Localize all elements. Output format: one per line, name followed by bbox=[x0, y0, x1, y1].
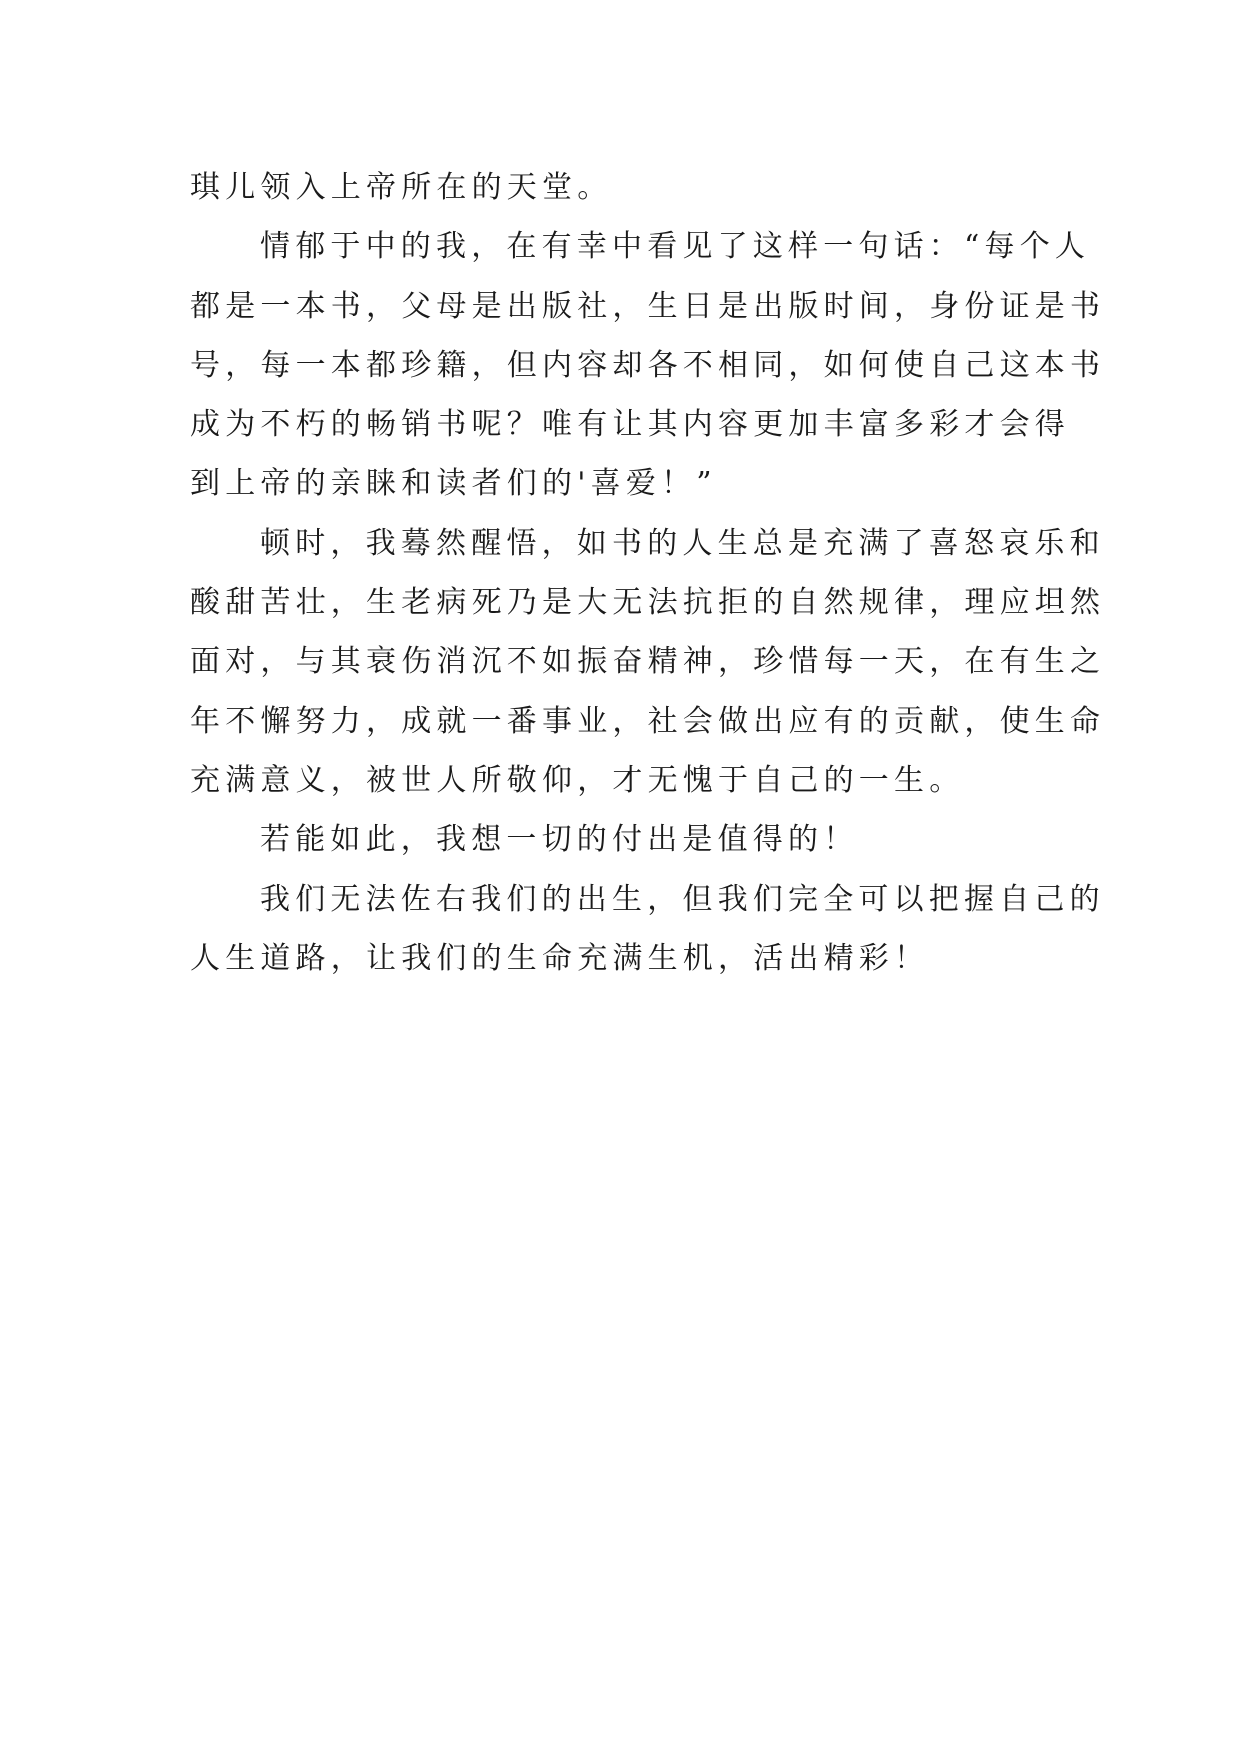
text-line: 顿时，我蓦然醒悟，如书的人生总是充满了喜怒哀乐和 bbox=[260, 525, 1105, 561]
text-line: 面对，与其衰伤消沉不如振奋精神，珍惜每一天，在有生之 bbox=[190, 644, 1106, 680]
text-line: 人生道路，让我们的生命充满生机，活出精彩！ bbox=[190, 940, 930, 976]
text-line: 年不懈努力，成就一番事业，社会做出应有的贡献，使生命 bbox=[190, 703, 1106, 739]
document-body bbox=[190, 158, 1106, 988]
text-line: 成为不朽的畅销书呢？唯有让其内容更加丰富多彩才会得 bbox=[190, 407, 1070, 443]
text-line: 充满意义，被世人所敬仰，才无愧于自己的一生。 bbox=[190, 762, 965, 798]
text-line: 情郁于中的我，在有幸中看见了这样一句话：“每个人 bbox=[260, 229, 1091, 265]
text-line: 琪儿领入上帝所在的天堂。 bbox=[190, 170, 613, 205]
text-line: 到上帝的亲睐和读者们的'喜爱！” bbox=[190, 466, 717, 502]
text-line: 号，每一本都珍籍，但内容却各不相同，如何使自己这本书 bbox=[190, 347, 1106, 383]
text-line: 都是一本书，父母是出版社，生日是出版时间，身份证是书 bbox=[190, 288, 1106, 324]
text-line: 酸甜苦壮，生老病死乃是大无法抗拒的自然规律，理应坦然 bbox=[190, 585, 1106, 621]
text-line: 我们无法佐右我们的出生，但我们完全可以把握自己的 bbox=[260, 881, 1105, 917]
text-line: 若能如此，我想一切的付出是值得的！ bbox=[260, 822, 859, 858]
